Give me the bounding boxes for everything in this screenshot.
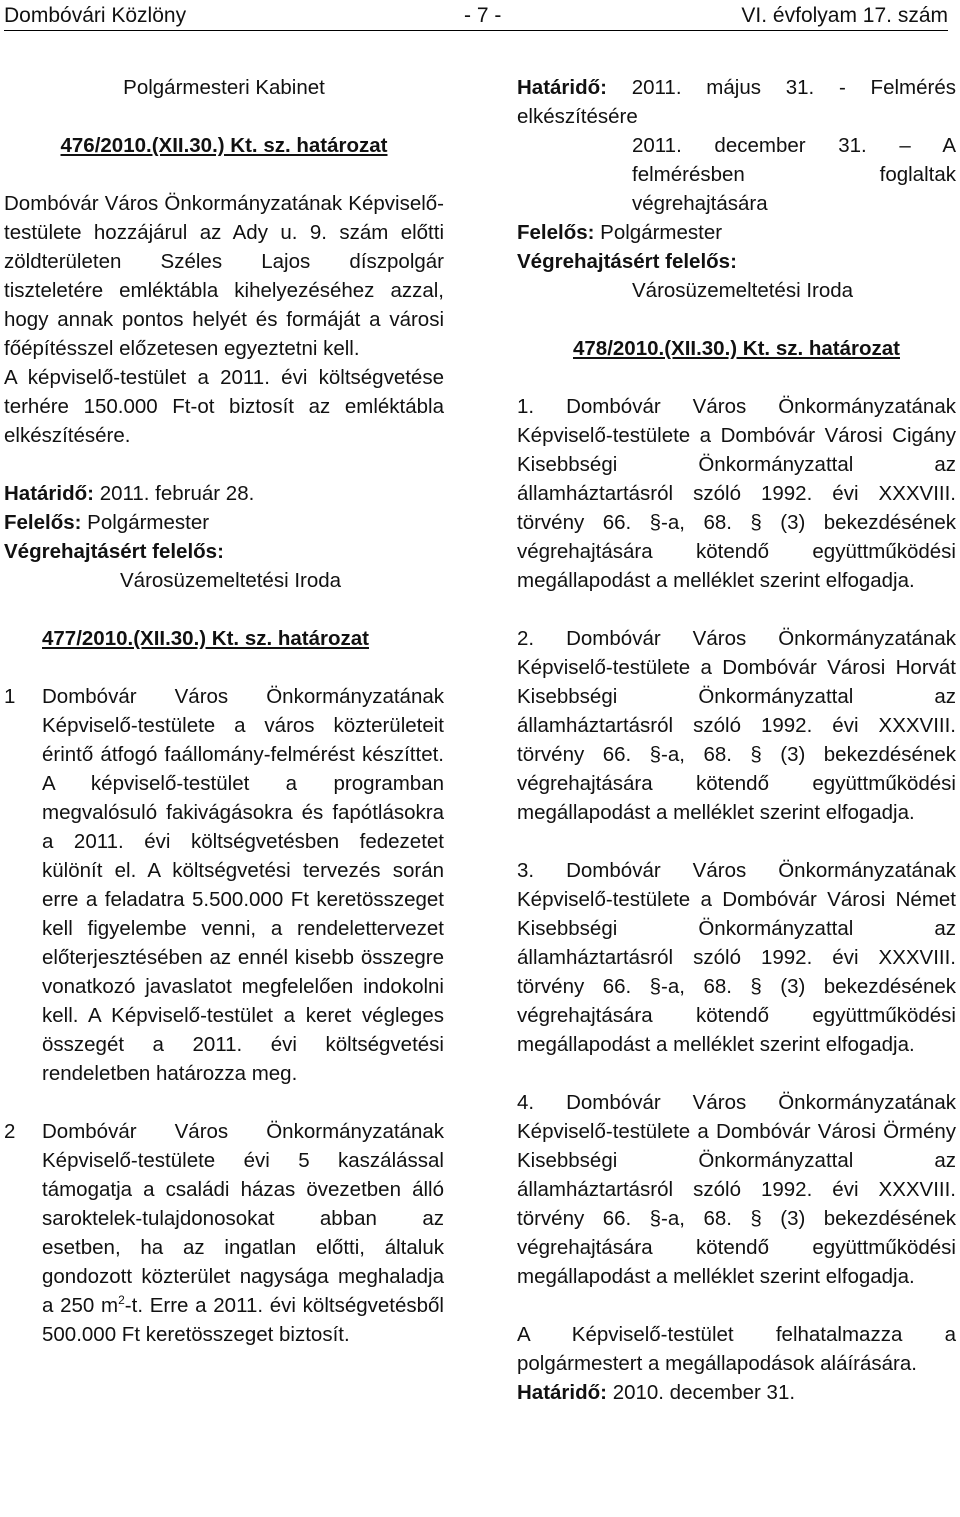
responsible-value: Polgármester bbox=[87, 511, 210, 534]
item-number: 1 bbox=[4, 685, 16, 708]
section-title: Polgármesteri Kabinet bbox=[123, 76, 325, 99]
item-number: 2 bbox=[4, 1120, 16, 1143]
responsible-label: Felelős: bbox=[517, 221, 595, 244]
resolution-477-item-1 bbox=[4, 682, 444, 1088]
left-column bbox=[4, 73, 444, 1349]
resolution-478-number: 478/2010.(XII.30.) Kt. sz. határozat bbox=[573, 337, 900, 360]
deadline-value-2: 2011. december 31. – A felmérésben foglaltak végrehajtására bbox=[632, 134, 956, 215]
resolution-477-number: 477/2010.(XII.30.) Kt. sz. határozat bbox=[42, 627, 369, 650]
deadline-label: Határidő: bbox=[517, 1381, 607, 1404]
resolution-478-closing: A Képviselő-testület felhatalmazza a polgármestert a megállapodások aláírására. bbox=[517, 1323, 956, 1375]
resolution-478-item-4: 4. Dombóvár Város Önkormányzatának Képviselő-testülete a Dombóvár Városi Örmény Kisebbségi Önkormányzattal az államháztartásról szóló 1992. évi XXXVIII. törvény 66. §-a, 68. § (3) bekezdésének végrehajtására kötendő együttműködési megállapodást a melléklet szerint elfogadja. bbox=[517, 1091, 956, 1288]
item-text: Dombóvár Város Önkormányzatának Képviselő-testülete a város közterületeit érintő átfogó faállomány-felmérést készíttet. A képviselő-testület a programban megvalósuló fakivágásokra és fapótlásokra a 2011. évi költségvetésben fedezetet különít el. A költségvetési tervezés során erre a feladatra 5.500.000 Ft keretösszeget kell figyelembe venni, a rendelettervezet előterjesztésében az ennél kisebb összegre vonatkozó javaslatot megfelelően indokolni kell. A Képviselő-testület a keret végleges összegét a 2011. évi költségvetési rendeletben határozza meg. bbox=[42, 685, 444, 1085]
deadline-value: 2011. május 31. - Felmérés elkészítésére bbox=[517, 76, 956, 128]
executor-label: Végrehajtásért felelős: bbox=[4, 540, 224, 563]
deadline-value: 2010. december 31. bbox=[612, 1381, 796, 1404]
page-number: - 7 - bbox=[464, 4, 502, 27]
page-header bbox=[4, 0, 948, 31]
resolution-478-deadline bbox=[517, 1378, 956, 1407]
resolution-476-para1: Dombóvár Város Önkormányzatának Képviselő-testülete hozzájárul az Ady u. 9. szám előtti zöldterületen Széles Lajos díszpolgár tiszteletére emléktábla kihelyezéséhez azzal, hogy annak pontos helyét és formáját a városi főépítésszel előzetesen egyeztetni kell. bbox=[4, 192, 444, 360]
resolution-477-responsible bbox=[517, 218, 956, 247]
volume-issue: VI. évfolyam 17. szám bbox=[741, 4, 948, 27]
deadline-label: Határidő: bbox=[517, 76, 607, 99]
item-text-a: Dombóvár Város Önkormányzatának Képviselő-testülete évi 5 kaszálással támogatja a családi házas övezetben álló saroktelek-tulajdonosokat abban az esetben, ha az ingatlan előtti, általuk gondozott közterület nagysága meghaladja a 250 m bbox=[42, 1120, 444, 1317]
executor-value: Városüzemeltetési Iroda bbox=[632, 279, 854, 302]
item-text-b: -t. Erre a 2011. évi költségvetésből 500.000 Ft keretösszeget biztosít. bbox=[42, 1294, 444, 1346]
resolution-476-responsible bbox=[4, 508, 444, 537]
responsible-label: Felelős: bbox=[4, 511, 82, 534]
resolution-478-item-1: 1. Dombóvár Város Önkormányzatának Képviselő-testülete a Dombóvár Városi Cigány Kisebbségi Önkormányzattal az államháztartásról szóló 1992. évi XXXVIII. törvény 66. §-a, 68. § (3) bekezdésének végrehajtására kötendő együttműködési megállapodást a melléklet szerint elfogadja. bbox=[517, 395, 956, 592]
deadline-value: 2011. február 28. bbox=[99, 482, 255, 505]
resolution-478-item-3: 3. Dombóvár Város Önkormányzatának Képviselő-testülete a Dombóvár Városi Német Kisebbségi Önkormányzattal az államháztartásról szóló 1992. évi XXXVIII. törvény 66. §-a, 68. § (3) bekezdésének végrehajtására kötendő együttműködési megállapodást a melléklet szerint elfogadja. bbox=[517, 859, 956, 1056]
right-column bbox=[517, 73, 956, 1407]
executor-value: Városüzemeltetési Iroda bbox=[120, 569, 342, 592]
responsible-value: Polgármester bbox=[600, 221, 723, 244]
publication-title: Dombóvári Közlöny bbox=[4, 4, 187, 27]
deadline-label: Határidő: bbox=[4, 482, 94, 505]
resolution-476-deadline bbox=[4, 479, 444, 508]
resolution-476-number: 476/2010.(XII.30.) Kt. sz. határozat bbox=[60, 134, 388, 157]
resolution-477-item-2 bbox=[4, 1117, 444, 1349]
executor-label: Végrehajtásért felelős: bbox=[517, 250, 737, 273]
resolution-477-deadline bbox=[517, 73, 956, 131]
resolution-478-item-2: 2. Dombóvár Város Önkormányzatának Képviselő-testülete a Dombóvár Városi Horvát Kisebbségi Önkormányzattal az államháztartásról szóló 1992. évi XXXVIII. törvény 66. §-a, 68. § (3) bekezdésének végrehajtására kötendő együttműködési megállapodást a melléklet szerint elfogadja. bbox=[517, 627, 956, 824]
resolution-476-para2: A képviselő-testület a 2011. évi költségvetése terhére 150.000 Ft-ot biztosít az emléktábla elkészítésére. bbox=[4, 366, 444, 447]
superscript: 2 bbox=[118, 1293, 125, 1308]
